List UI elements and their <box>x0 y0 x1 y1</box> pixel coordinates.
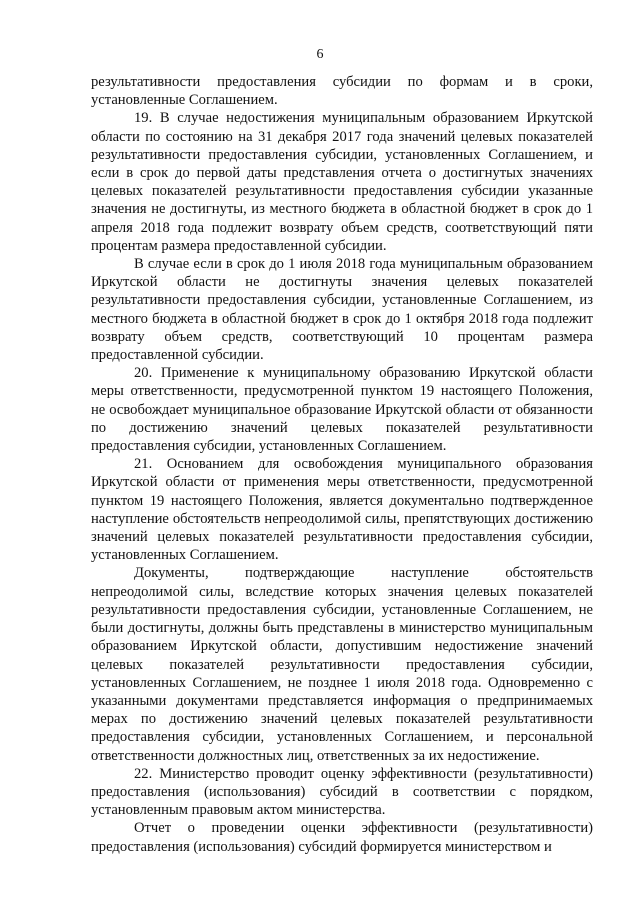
paragraph-item-19: 19. В случае недостижения муниципальным образованием Иркутской области по состоянию на 31 декабря 2017 года значений целевых показателей результативности предоставления субсидии, установленных Соглашением, и если в срок до первой даты представления отчета о достигнутых значениях целевых показателей результативности предоставления субсидии указанные значения не достигнуты, из местного бюджета в областной бюджет в срок до 1 апреля 2018 года подлежит возврату объем средств, соответствующий пяти процентам размера предоставленной субсидии. <box>91 110 593 254</box>
document-body <box>91 73 593 856</box>
paragraph-item-22-report: Отчет о проведении оценки эффективности (результативности) предоставления (использования) субсидий формируется министерством и <box>91 820 593 855</box>
page-number: 6 <box>316 47 324 62</box>
paragraph-item-20: 20. Применение к муниципальному образованию Иркутской области меры ответственности, предусмотренной пунктом 19 настоящего Положения, не освобождает муниципальное образование Иркутской области от обязанности по достижению значений целевых показателей результативности предоставления субсидии, установленных Соглашением. <box>91 365 593 455</box>
paragraph-item-21-documents: Документы, подтверждающие наступление обстоятельств непреодолимой силы, вследствие которых значения целевых показателей результативности предоставления субсидии, установленные Соглашением, не были достигнуты, должны быть представлены в министерство муниципальным образованием Иркутской области, допустившим недостижение значений целевых показателей результативности предоставления субсидии, установленных Соглашением, не позднее 1 июля 2018 года. Одновременно с указанными документами представляется информация о предпринимаемых мерах по достижению значений целевых показателей результативности предоставления субсидии, установленных Соглашением, и персональной ответственности должностных лиц, ответственных за их недостижение. <box>91 565 593 764</box>
paragraph-item-22: 22. Министерство проводит оценку эффективности (результативности) предоставления (использования) субсидий в соответствии с порядком, установленным правовым актом министерства. <box>91 765 593 819</box>
paragraph-continuation: результативности предоставления субсидии по формам и в сроки, установленные Соглашением. <box>91 74 593 109</box>
paragraph-item-21: 21. Основанием для освобождения муниципального образования Иркутской области от применения меры ответственности, предусмотренной пунктом 19 настоящего Положения, является документально подтвержденное наступление обстоятельств непреодолимой силы, препятствующих достижению значений целевых показателей результативности предоставления субсидии, установленных Соглашением. <box>91 456 593 564</box>
paragraph-item-19-second-part: В случае если в срок до 1 июля 2018 года муниципальным образованием Иркутской области не достигнуты значения целевых показателей результативности предоставления субсидии, установленные Соглашением, из местного бюджета в областной бюджет в срок до 1 октября 2018 года подлежит возврату объем средств, соответствующий 10 процентам размера предоставленной субсидии. <box>91 256 593 364</box>
